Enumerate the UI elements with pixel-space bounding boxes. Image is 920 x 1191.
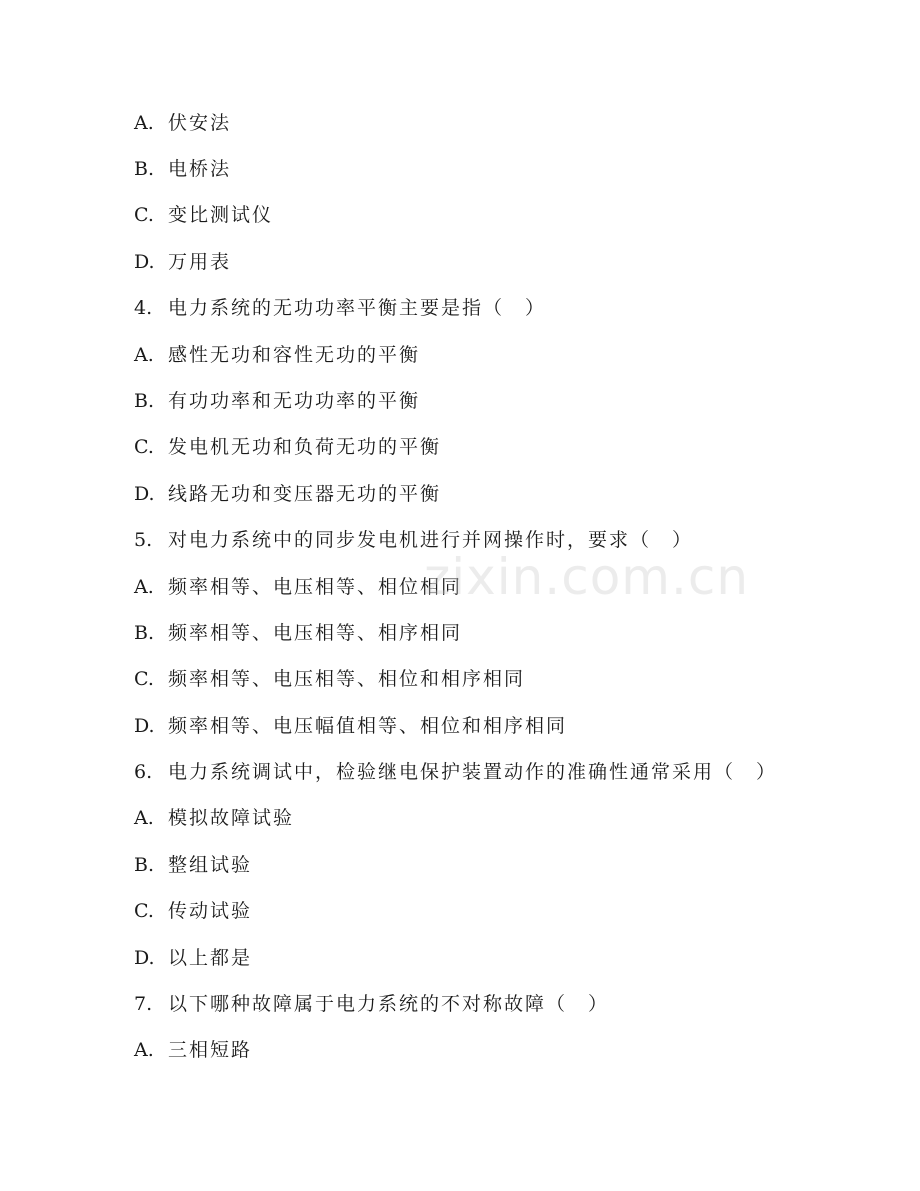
option-label: D. <box>134 483 155 505</box>
question-line <box>134 757 777 787</box>
option-label: A. <box>134 1039 154 1061</box>
option-line <box>134 247 231 277</box>
option-text: 模拟故障试验 <box>168 807 295 829</box>
question-text: 以下哪种故障属于电力系统的不对称故障（ ） <box>168 993 610 1015</box>
option-text: 频率相等、电压相等、相位和相序相同 <box>168 668 526 690</box>
option-label: A. <box>134 112 154 134</box>
question-line <box>134 293 546 323</box>
option-text: 传动试验 <box>168 900 253 922</box>
option-label: A. <box>134 807 154 829</box>
option-label: D. <box>134 715 155 737</box>
option-text: 感性无功和容性无功的平衡 <box>168 344 421 366</box>
option-text: 伏安法 <box>168 112 232 134</box>
option-text: 线路无功和变压器无功的平衡 <box>168 483 442 505</box>
option-line <box>134 108 231 138</box>
question-number: 6. <box>134 761 153 783</box>
option-text: 频率相等、电压相等、相位相同 <box>168 576 463 598</box>
option-text: 变比测试仪 <box>168 204 274 226</box>
option-label: D. <box>134 251 155 273</box>
option-label: B. <box>134 622 155 644</box>
option-text: 三相短路 <box>168 1039 253 1061</box>
question-number: 4. <box>134 297 153 319</box>
option-line <box>134 340 420 370</box>
question-text: 电力系统调试中，检验继电保护装置动作的准确性通常采用（ ） <box>168 761 778 783</box>
option-label: B. <box>134 854 155 876</box>
option-line <box>134 572 462 602</box>
option-text: 有功功率和无功功率的平衡 <box>168 390 421 412</box>
option-line <box>134 154 231 184</box>
option-line <box>134 432 441 462</box>
option-label: C. <box>134 668 154 690</box>
option-label: B. <box>134 390 155 412</box>
option-label: C. <box>134 204 154 226</box>
option-label: A. <box>134 344 154 366</box>
option-label: A. <box>134 576 154 598</box>
option-label: C. <box>134 436 154 458</box>
option-line <box>134 803 294 833</box>
option-line <box>134 896 252 926</box>
question-text: 电力系统的无功功率平衡主要是指（ ） <box>168 297 547 319</box>
option-label: B. <box>134 158 155 180</box>
question-number: 5. <box>134 529 153 551</box>
option-text: 电桥法 <box>168 158 232 180</box>
option-text: 整组试验 <box>168 854 253 876</box>
option-text: 以上都是 <box>168 947 253 969</box>
option-line <box>134 386 420 416</box>
option-text: 发电机无功和负荷无功的平衡 <box>168 436 442 458</box>
option-line <box>134 664 525 694</box>
option-line <box>134 943 252 973</box>
question-line <box>134 989 609 1019</box>
option-line <box>134 618 462 648</box>
option-text: 万用表 <box>168 251 232 273</box>
option-label: C. <box>134 900 154 922</box>
question-text: 对电力系统中的同步发电机进行并网操作时，要求（ ） <box>168 529 694 551</box>
option-text: 频率相等、电压幅值相等、相位和相序相同 <box>168 715 568 737</box>
option-line <box>134 479 441 509</box>
option-line <box>134 850 252 880</box>
option-text: 频率相等、电压相等、相序相同 <box>168 622 463 644</box>
option-label: D. <box>134 947 155 969</box>
option-line <box>134 711 567 741</box>
option-line <box>134 1035 252 1065</box>
option-line <box>134 200 273 230</box>
question-number: 7. <box>134 993 153 1015</box>
watermark: zixin.com.cn <box>424 548 750 606</box>
